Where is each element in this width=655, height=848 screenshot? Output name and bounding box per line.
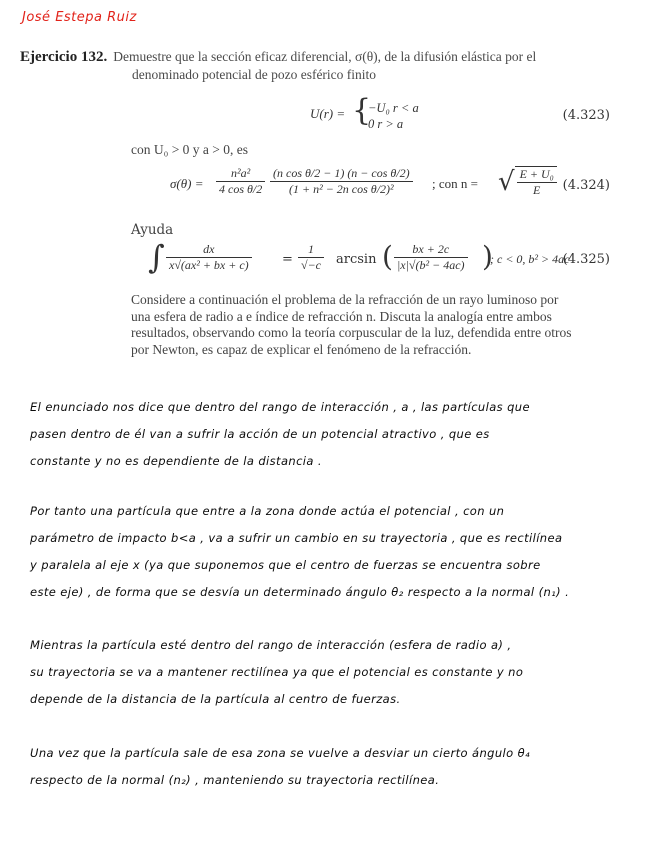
statement-line-2: denominado potencial de pozo esférico finito [132, 67, 377, 82]
eq3-cond: ; c < 0, b² > 4ac [490, 252, 570, 266]
hand-line: respecto de la normal (n₂) , manteniendo su trayectoria rectilínea. [30, 773, 440, 787]
consider-line: una esfera de radio a e índice de refracción n. Discuta la analogía entre ambos [131, 308, 552, 324]
eq3-equals: = [282, 252, 293, 267]
eq2-number: (4.324) [562, 178, 610, 193]
hand-line: Mientras la partícula esté dentro del rango de interacción (esfera de radio a) , [30, 638, 512, 652]
handwritten-paragraph-2 [30, 498, 640, 606]
consider-line: Considere a continuación el problema de la refracción de un rayo luminoso por [131, 292, 559, 307]
hand-line: depende de la distancia de la partícula al centro de fuerzas. [30, 692, 401, 706]
eq2-tail: ; con n = [432, 176, 478, 191]
exercise-statement [20, 48, 620, 66]
statement-line-1: Demuestre que la sección eficaz diferencial, σ(θ), de la difusión elástica por el [113, 49, 537, 64]
exercise-label: Ejercicio 132. [20, 49, 108, 65]
eq2-sqrt-num: E + U₀ [517, 167, 557, 183]
author-name: José Estepa Ruiz [22, 10, 137, 25]
eq3-int-den: x√(ax² + bx + c) [169, 258, 249, 272]
eq3-coef-num: 1 [298, 242, 324, 258]
hand-line: y paralela al eje x (ya que suponemos que el centro de fuerzas se encuentra sobre [30, 558, 541, 572]
hand-line: Una vez que la partícula sale de esa zona se vuelve a desviar un cierto ángulo θ₄ [30, 746, 531, 760]
consider-line: resultados, observando como la teoría corpuscular de la luz, defendida entre otros [131, 325, 572, 340]
consider-line: por Newton, es capaz de explicar el fenómeno de la refracción. [131, 341, 472, 357]
eq2-sqrt-frac [515, 166, 557, 198]
exercise-block [20, 48, 620, 84]
eq3-arg-num: bx + 2c [394, 242, 468, 258]
consider-paragraph [131, 292, 616, 358]
eq1-case-1: −U₀ r < a [368, 101, 419, 115]
eq3-arg-den: |x|√(b² − 4ac) [397, 258, 465, 272]
eq1-number: (4.323) [562, 108, 610, 123]
sqrt-sign-icon: √ [498, 167, 515, 197]
condition-text: con U₀ > 0 y a > 0, es [131, 142, 249, 157]
eq2-frac2-den: (1 + n² − 2n cos θ/2)² [289, 182, 394, 196]
integral-sign-icon: ∫ [148, 238, 165, 276]
eq3-coef [298, 242, 324, 273]
eq3-paren-left: ( [382, 240, 393, 273]
eq3-number: (4.325) [562, 252, 610, 267]
eq2-lhs: σ(θ) = [170, 176, 204, 191]
eq1-cases [368, 100, 419, 132]
hand-line: Por tanto una partícula que entre a la zona donde actúa el potencial , con un [30, 504, 505, 518]
eq2-frac2-num: (n cos θ/2 − 1) (n − cos θ/2) [270, 166, 413, 182]
eq2-frac2 [270, 166, 413, 197]
eq1-case-2: 0 r > a [368, 117, 404, 131]
eq2-frac1-num: n²a² [216, 166, 265, 182]
eq2-frac1-den: 4 cos θ/2 [219, 182, 263, 196]
eq2-sqrt [498, 166, 557, 198]
hand-line: constante y no es dependiente de la distancia . [30, 454, 322, 468]
eq3-paren-right: ) [482, 240, 493, 273]
hand-line: parámetro de impacto b<a , va a sufrir un cambio en su trayectoria , que es rectilínea [30, 531, 563, 545]
eq1-lhs: U(r) = [310, 106, 346, 121]
handwritten-paragraph-3 [30, 632, 640, 713]
eq3-integrand [166, 242, 252, 273]
hand-line: este eje) , de forma que se desvía un determinado ángulo θ₂ respecto a la normal (n₁) . [30, 585, 570, 599]
eq3-coef-den: √−c [301, 258, 322, 272]
eq3-arg [394, 242, 468, 273]
handwritten-paragraph-4 [30, 740, 640, 794]
eq1-brace: { [352, 93, 372, 128]
hand-line: su trayectoria se va a mantener rectilínea ya que el potencial es constante y no [30, 665, 524, 679]
hand-line: pasen dentro de él van a sufrir la acción de un potencial atractivo , que es [30, 427, 490, 441]
eq2-frac1 [216, 166, 265, 197]
eq3-int-num: dx [166, 242, 252, 258]
eq3-arcsin: arcsin [336, 252, 377, 267]
hint-label: Ayuda [131, 222, 174, 238]
eq2-sqrt-den: E [533, 183, 541, 197]
hand-line: El enunciado nos dice que dentro del rango de interacción , a , las partículas que [30, 400, 530, 414]
handwritten-paragraph-1 [30, 394, 640, 475]
